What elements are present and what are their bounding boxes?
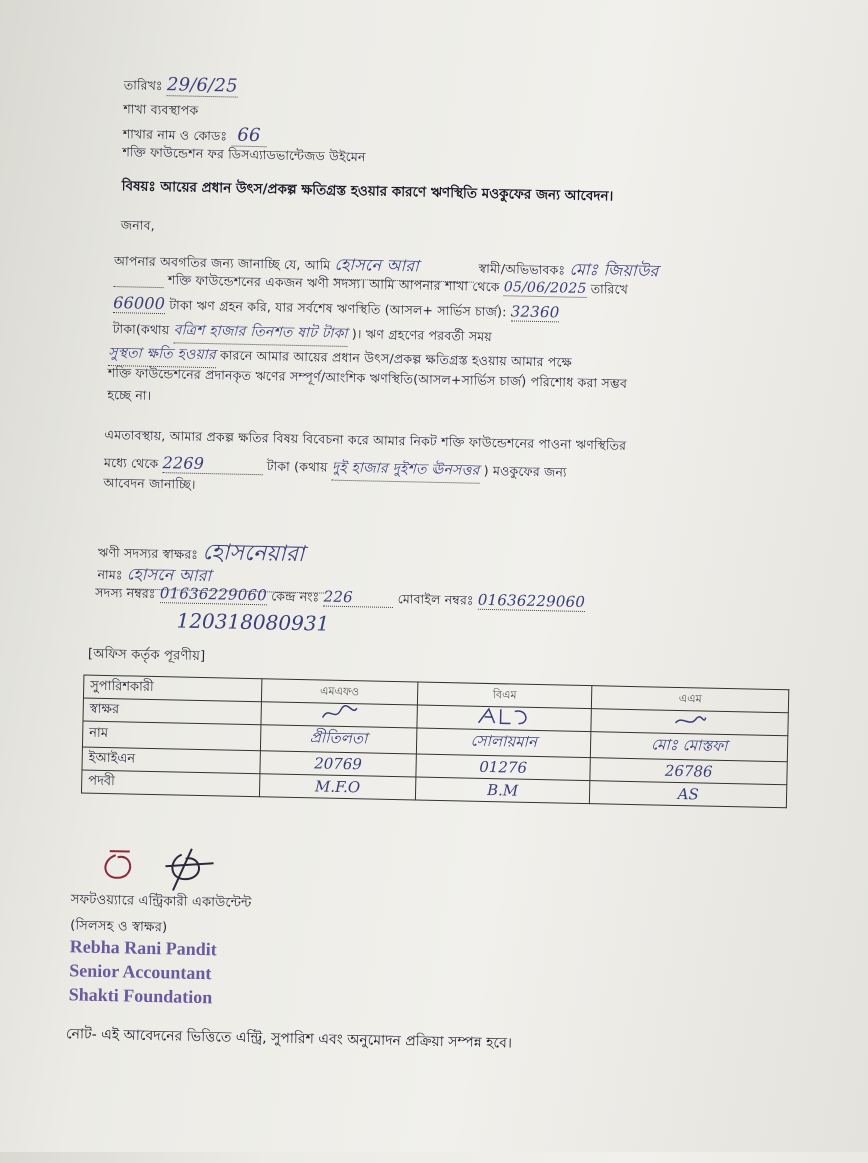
footer-note: নোট- এই আবেদনের ভিত্তিতে এন্ট্রি, সুপারিশ এবং অনুমোদন প্রক্রিয়া সম্পন্ন হবে। — [65, 1026, 513, 1052]
loan-balance-field: 32360 — [510, 302, 560, 322]
stamp-name: Rebha Rani Pandit — [69, 936, 217, 960]
row-label: স্বাক্ষর — [83, 698, 261, 725]
salutation: জনাব, — [120, 217, 156, 233]
member-signature: হোসনেয়ারা — [202, 539, 305, 568]
loan-date-field: 05/06/2025 — [503, 279, 587, 297]
table-header: এমএফও — [261, 679, 417, 705]
date-line: তারিখঃ 29/6/25 — [123, 74, 238, 97]
member-name-field: হোসনে আরা — [334, 252, 475, 283]
recommendation-table — [81, 675, 789, 809]
org-line: শক্তি ফাউন্ডেশন ফর ডিসএ্যাডভান্টেজড উইমেন — [122, 144, 366, 165]
guardian-field: মোঃ জিয়াউর — [569, 259, 659, 281]
signature-scribble-icon — [319, 703, 359, 722]
member-id-secondary: 120318080931 — [176, 608, 330, 636]
signature-scribble-icon — [670, 711, 710, 730]
member-id-line: সদস্য নম্বরঃ 01636229060 কেন্দ্র নংঃ 226 মোবাইল নম্বরঃ 01636229060 — [95, 584, 586, 612]
body-line-1: আপনার অবগতির জন্য জানাচ্ছি যে, আমি হোসনে আরা স্বামী/অভিভাবকঃ মোঃ জিয়াউর — [114, 247, 659, 286]
body-line-7: হচ্ছে না। — [107, 386, 152, 403]
para2-line-2: মধ্যে থেকে 2269 টাকা (কথায় দুই হাজার দুইশত ঊনসত্তর ) মওকুফের জন্য — [104, 451, 567, 486]
stamp-title: Senior Accountant — [69, 960, 212, 984]
table-cell: M.F.O — [259, 774, 415, 800]
row-label: নাম — [82, 721, 261, 751]
body-line-3: 66000 টাকা ঋণ গ্রহন করি, যার সর্বশেষ ঋণস্থিতি (আসল+ সার্ভিস চার্জ): 32360 — [113, 293, 560, 322]
table-header: বিএম — [417, 682, 592, 709]
branch-manager: শাখা ব্যবস্থাপক — [123, 101, 199, 118]
loan-amount-field: 66000 — [113, 293, 166, 314]
balance-words-field: বত্রিশ হাজার তিনশত ষাট টাকা — [173, 318, 348, 347]
office-use-label: [অফিস কর্তৃক পূরণীয়] — [87, 646, 206, 665]
table-cell: 26786 — [590, 758, 787, 785]
table-header: এএম — [592, 686, 789, 713]
table-cell: সোলায়মান — [416, 728, 591, 758]
accountant-title: সফটওয়্যারে এন্ট্রিকারী একাউন্টেন্ট — [70, 892, 252, 912]
loss-reason-field: সুস্থতা ক্ষতি হওয়ার — [108, 341, 216, 368]
accountant-signature-icon — [95, 845, 246, 894]
mobile-number: 01636229060 — [477, 590, 586, 612]
body-line-5: সুস্থতা ক্ষতি হওয়ার কারনে আমার আয়ের প্রধান উৎস/প্রকল্প ক্ষতিগ্রস্ত হওয়ায় আমার পক্ষে — [108, 341, 572, 376]
date-value: 29/6/25 — [166, 74, 238, 97]
para2-line-3: আবেদন জানাচ্ছি। — [103, 474, 196, 492]
seal-instruction: (সিলসহ ও স্বাক্ষর) — [70, 918, 168, 936]
waiver-words-field: দুই হাজার দুইশত ঊনসত্তর — [332, 456, 480, 484]
branch-code: 66 — [231, 125, 267, 148]
table-cell: মোঃ মোস্তফা — [591, 732, 788, 762]
member-id: 01636229060 — [159, 584, 268, 605]
body-line-4: টাকা(কথায় বত্রিশ হাজার তিনশত ষাট টাকা )। ঋণ গ্রহণের পরবর্তী সময় — [112, 317, 492, 350]
row-label: ইআইএন — [82, 747, 260, 774]
table-cell: B.M — [415, 777, 590, 804]
table-cell: 20769 — [260, 751, 416, 777]
table-cell: AS — [590, 781, 787, 808]
stamp-org: Shakti Foundation — [68, 984, 213, 1008]
member-name: হোসনে আরা — [127, 561, 328, 593]
table-header: সুপারিশকারী — [83, 675, 261, 702]
table-cell: 01276 — [416, 754, 591, 781]
subject-line: বিষয়ঃ আয়ের প্রধান উৎস/প্রকল্প ক্ষতিগ্রস্ত হওয়ার কারণে ঋণস্থিতি মওকুফের জন্য আবেদন। — [121, 178, 614, 205]
body-line-6: শক্তি ফাউন্ডেশনের প্রদানকৃত ঋণের সম্পূর্ণ/আংশিক ঋণস্থিতি(আসল+সার্ভিস চার্জ) পরিশোধ করা সম্ভব — [107, 364, 628, 391]
signature-scribble-icon — [474, 707, 534, 726]
para2-line-1: এমতাবস্থায়, আমার প্রকল্প ক্ষতির বিষয় বিবেচনা করে আমার নিকট শক্তি ফাউন্ডেশনের পাওনা ঋণস্থিতির — [104, 426, 627, 453]
row-label: পদবী — [81, 770, 259, 797]
waiver-amount-field: 2269 — [162, 453, 262, 475]
member-sign-line: ঋণী সদস্যর স্বাক্ষরঃ হোসনেয়ারা — [97, 539, 305, 568]
signature-cell — [261, 702, 417, 728]
body-line-2: শক্তি ফাউন্ডেশনের একজন ঋণী সদস্য। আমি আপনার শাখা থেকে 05/06/2025 তারিখে — [114, 271, 629, 302]
center-number: 226 — [323, 588, 393, 608]
branch-line: শাখার নাম ও কোডঃ 66 — [123, 122, 267, 149]
member-name-line: নামঃ হোসনে আরা — [97, 561, 327, 594]
table-cell: প্রীতিলতা — [260, 725, 416, 754]
